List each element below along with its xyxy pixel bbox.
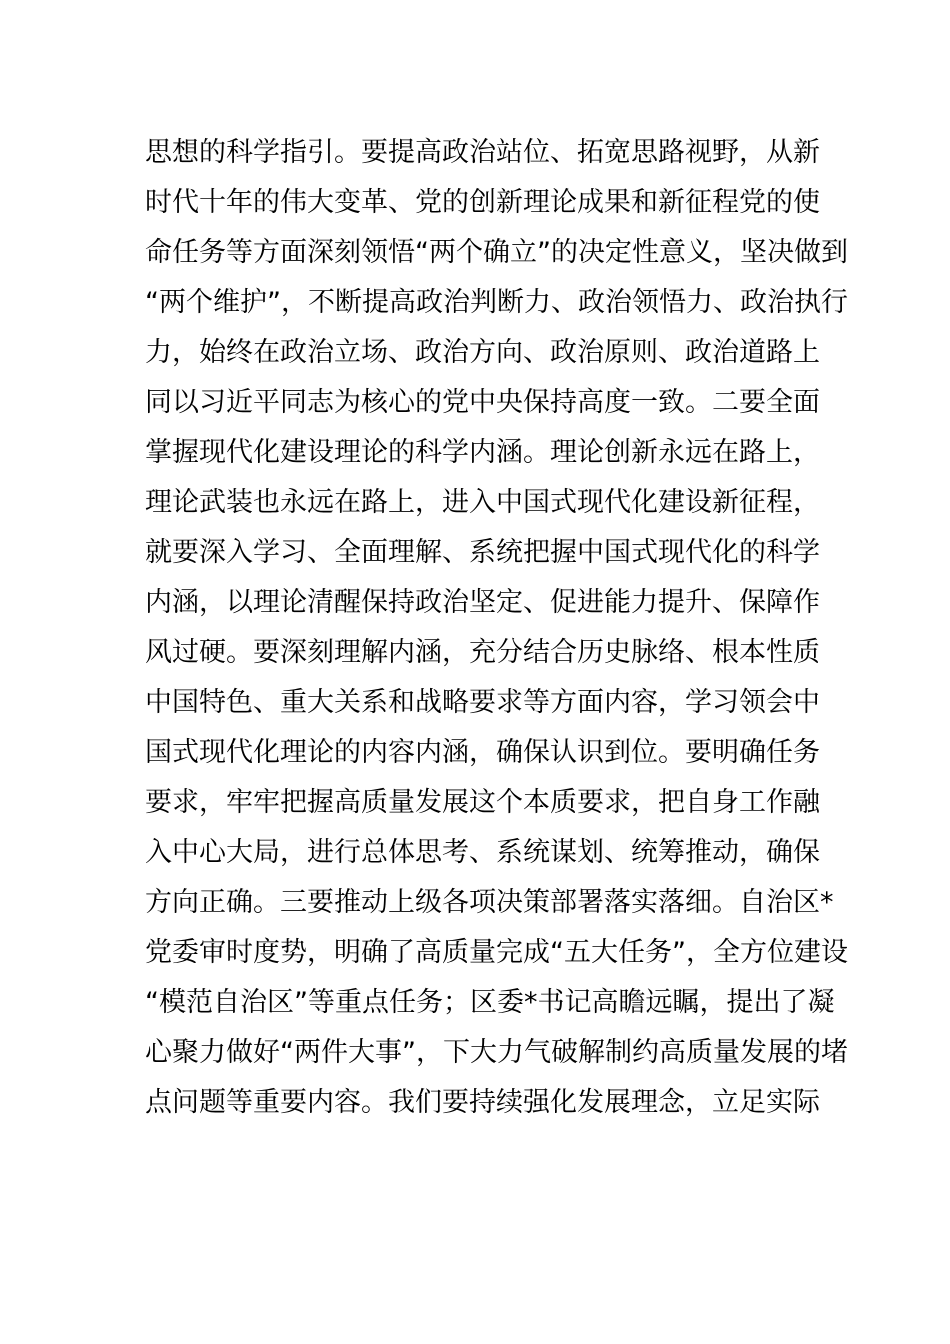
text-line: 就要深入学习、全面理解、系统把握中国式现代化的科学 (145, 537, 820, 568)
text-line: 入中心大局，进行总体思考、系统谋划、统筹推动，确保 (145, 837, 820, 868)
text-line: 要求，牢牢把握高质量发展这个本质要求，把自身工作融 (145, 787, 820, 818)
text-line: 风过硬。要深刻理解内涵，充分结合历史脉络、根本性质 (145, 637, 820, 668)
text-line: 心聚力做好“两件大事”，下大力气破解制约高质量发展的堵 (145, 1037, 848, 1068)
text-line: 力，始终在政治立场、政治方向、政治原则、政治道路上 (145, 337, 820, 368)
text-line: “模范自治区”等重点任务；区委*书记高瞻远瞩，提出了凝 (145, 987, 835, 1018)
text-line: 中国特色、重大关系和战略要求等方面内容，学习领会中 (145, 687, 820, 718)
text-line: 内涵，以理论清醒保持政治坚定、促进能力提升、保障作 (145, 587, 820, 618)
text-line: 点问题等重要内容。我们要持续强化发展理念，立足实际 (145, 1087, 820, 1118)
text-line: 掌握现代化建设理论的科学内涵。理论创新永远在路上， (145, 437, 820, 468)
text-line: 命任务等方面深刻领悟“两个确立”的决定性意义，坚决做到 (145, 237, 848, 268)
text-line: 同以习近平同志为核心的党中央保持高度一致。二要全面 (145, 387, 820, 418)
body-paragraph (145, 128, 848, 1128)
text-line: 党委审时度势，明确了高质量完成“五大任务”，全方位建设 (145, 937, 848, 968)
text-line: 理论武装也永远在路上，进入中国式现代化建设新征程， (145, 487, 820, 518)
text-line: “两个维护”，不断提高政治判断力、政治领悟力、政治执行 (145, 287, 848, 318)
text-line: 方向正确。三要推动上级各项决策部署落实落细。自治区* (145, 887, 834, 918)
text-line: 思想的科学指引。要提高政治站位、拓宽思路视野，从新 (145, 137, 820, 168)
text-line: 国式现代化理论的内容内涵，确保认识到位。要明确任务 (145, 737, 820, 768)
text-line: 时代十年的伟大变革、党的创新理论成果和新征程党的使 (145, 187, 820, 218)
